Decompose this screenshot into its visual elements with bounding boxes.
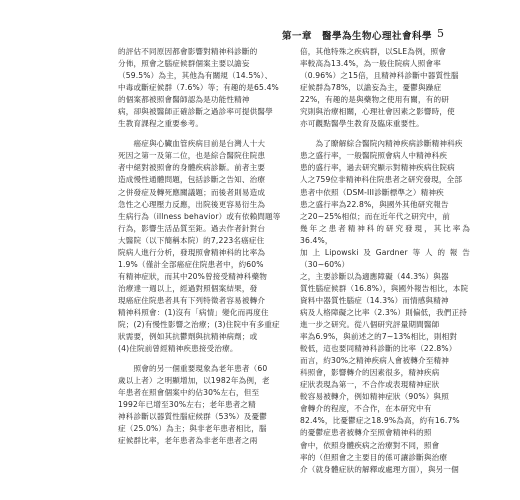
paragraph-gap [300, 130, 470, 138]
right-column [300, 46, 470, 476]
chapter-title: 第一章 醫學為生物心理社會科學 [281, 31, 432, 42]
paragraph: 倍，其他特殊之疾病群，以SLE為例，照會 率較高為13.4%，為一般住院病人照會率 （0.96%）之15倍，且精神科診斷中器質性腦 症候群為78%，以譫妄為主，憂鬱與躁症 22%，有趣的是與藥物之使用有關，有的研 究則與治療相關，心理社會因素之影響時，使 亦可觀點醫學生教育及臨床重要性。 [300, 47, 459, 129]
text-columns [0, 46, 520, 500]
paragraph-gap [118, 130, 288, 138]
page-number: 5 [437, 27, 444, 40]
paragraph: 的評估不同原因都會影響對精神科診斷的 分佈，照會之腦症候群個案主要以譫妄 （59.5%）為主，其他為有關規（14.5%）、 中毒或斷症候群（7.6%）等；有趣的是65.4% 的個案都被照會醫師認為是功能性精神 病，卻與被醫師正確診斷之過診率可提供醫學 生教育課程之重要參考。 [118, 47, 279, 129]
paragraph: 為了瞭解綜合醫院內精神疾病診斷精神科疾 患之盛行率，一般醫院照會病人中精神科疾 患的盛行率，過去研究顯示對精神疾病住院病 人之759位非精神科住院患者之研究發現，全部 患者中依照（DSM-III診斷標準之）精神疾 患之盛行率為22.8%，與國外其他研究報告 之20~25%相似；而在近年代之研究中，前 幾年之患者精神科的研究發現，其比率為36.4%， 加上Lipowski及Gardner等人的報告（30~60%） 之，主要診斷以為適應障礙（44.3%）與器 質性腦症候群（16.8%），與國外報告相比，本院 資料中器質性腦症（14.3%）而情感與精神 病及人格障礙之比率（2.3%）則偏低，我們正持 進一步之研究。從八個研究評量期間醫師 率為6.9%，與前述之的7~13%相比，則相對 較低，這也要同精神科診斷的比率（22.8%） 而言，約30%之精神疾病人會被轉介至精神 科照會，影響轉介的因素很多，精神疾病 症狀表現為第一，不合作或表現精神症狀 較容易被轉介，例如精神症狀（90%）與照 會轉介的程度，不合作，在本研究中有 82.4%，比憂鬱症之18.9%為高，約有16.7% 的憂鬱症患者被轉介至照會精神科的照 會中，依照身體疾病之治療對不同，照會 率的（但照會之主要目的係可讓診斷與治療 介（就身體症狀的解釋或處理方面），與另一個 [300, 139, 470, 474]
paragraph: 照會的另一個重要現象為老年患者（60 歲以上者）之明顯增加，以1982年為例，老 年患者在照會個案中約佔30%左右，但至 1992年已增至30%左右；老年患者之精 神科診斷以器質性腦症候群（53%）及憂鬱 症（25.0%）為主；與非老年患者相比，腦 症候群比率，老年患者為非老年患者之兩 [118, 364, 270, 446]
paragraph: 癌症與心臟血管疾病目前是台灣人十大 死因之第一及第二位，也是綜合醫院住院患 者中絕對被照會的身體疾病診斷。前者主要 造成慢性通體問題，包括診斷之告知、治療 之併發症及轉死應關議題；而後者則易造成 急性之心理壓力反應，出院後更容易衍生為 生病行為（illness behavior）或有依賴問題等 行為，影響生活品質至鉅。過去作者針對台 大醫院（以下簡稱本院）的7,223名癌症住 院病人進行分析，發現照會精神科的比率為 1.9%（僅計全部癌症住院患者中，約60% 有精神症狀，而其中20%曾接受精神科藥物 治療達一週以上，經過對照個案結果，發 現癌症住院患者具有下列特徵者容易被轉介 精神科照會：(1)沒有「病情」變化而再度住 院；(2)有慢性影響之治療；(3)住院中有多重症 狀需要，例如其抗鬱劑與抗精神病劑；或 (4)住院前曾經精神疾患接受治療。 [118, 139, 281, 354]
page-header [0, 28, 520, 44]
paragraph-gap [118, 355, 288, 363]
left-column [118, 46, 288, 448]
